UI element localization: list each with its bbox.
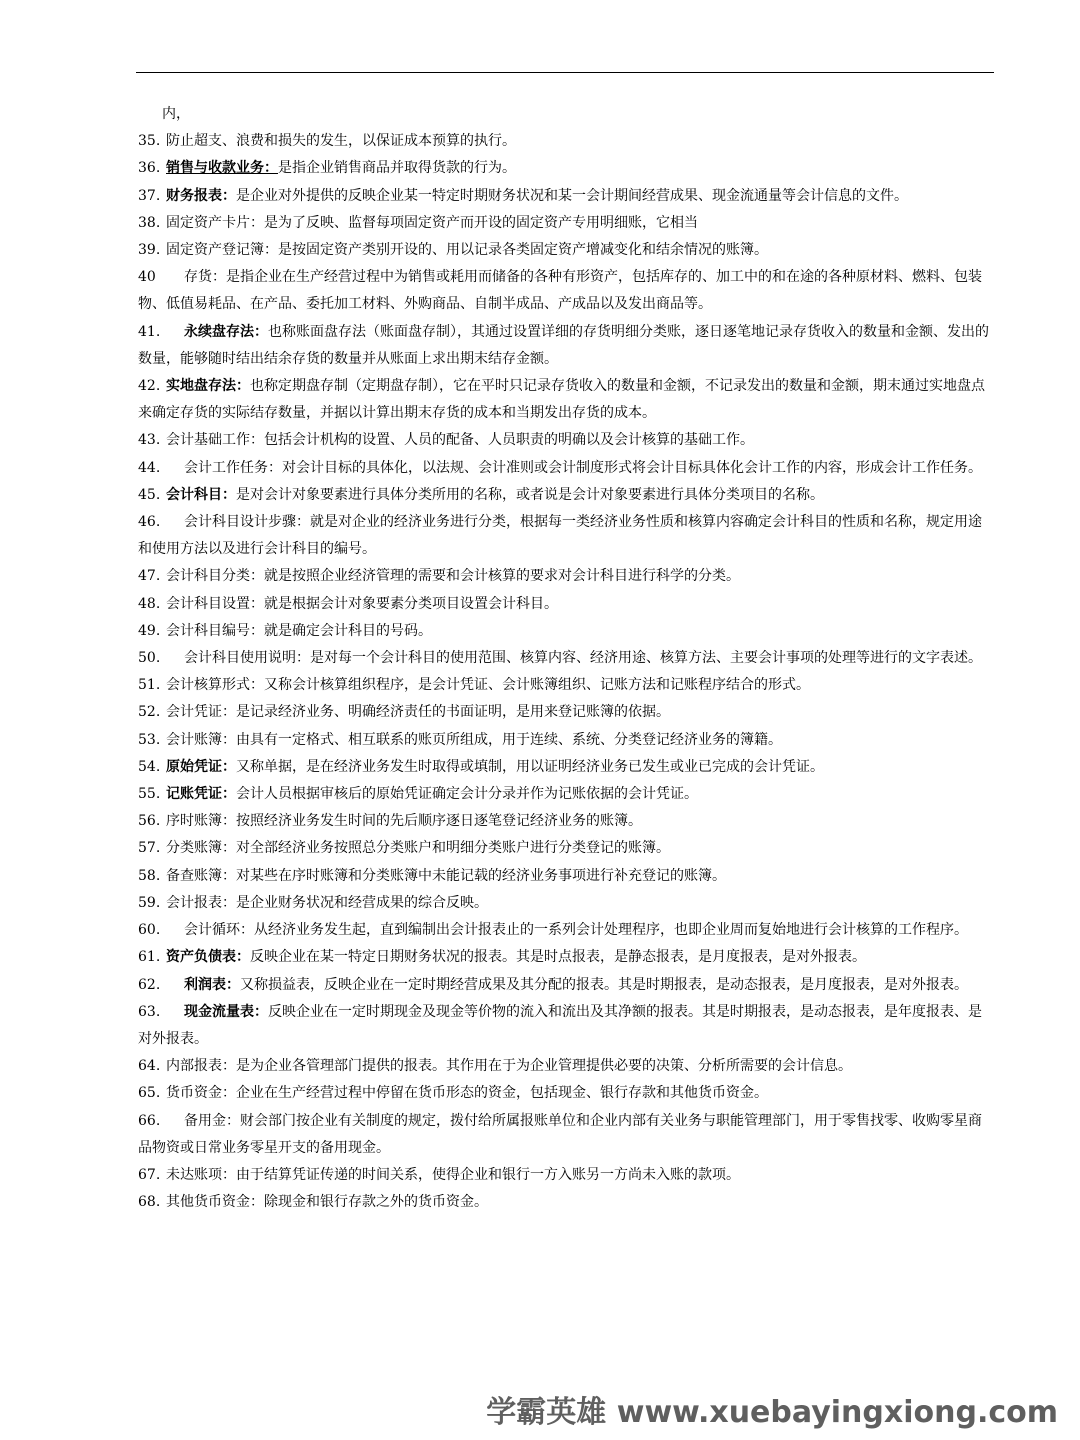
entry-36 <box>138 155 994 182</box>
entry-39 <box>138 237 994 264</box>
entry-66 <box>138 1108 994 1162</box>
entry-44 <box>138 455 994 482</box>
entry-text: 又称单据，是在经济业务发生时取得或填制，用以证明经济业务已发生或业已完成的会计凭证。 <box>236 758 824 775</box>
entry-text: 是对会计对象要素进行具体分类所用的名称，或者说是会计对象要素进行具体分类项目的名称。 <box>236 486 824 503</box>
entry-text: 内部报表：是为企业各管理部门提供的报表。其作用在于为企业管理提供必要的决策、分析所需要的会计信息。 <box>166 1058 852 1075</box>
entry-text: 分类账簿：对全部经济业务按照总分类账户和明细分类账户进行分类登记的账簿。 <box>166 840 670 857</box>
entry-number: 51. <box>138 677 161 694</box>
entry-term: 原始凭证： <box>166 758 236 775</box>
entry-number: 63. <box>138 1003 161 1020</box>
entry-term: 财务报表： <box>166 187 236 204</box>
entry-56 <box>138 808 994 835</box>
entry-number: 46. <box>138 514 161 531</box>
entry-61 <box>138 944 994 971</box>
entry-48 <box>138 591 994 618</box>
entry-41 <box>138 319 994 373</box>
entry-text: 备用金：财会部门按企业有关制度的规定，拨付给所属报账单位和企业内部有关业务与职能管理部门，用于零售找零、收购零星商品物资或日常业务零星开支的备用现金。 <box>138 1112 982 1156</box>
entry-text: 会计科目设置：就是根据会计对象要素分类项目设置会计科目。 <box>166 595 558 612</box>
entry-text: 会计工作任务：对会计目标的具体化，以法规、会计准则或会计制度形式将会计目标具体化会计工作的内容，形成会计工作任务。 <box>184 459 982 476</box>
entry-number: 59. <box>138 894 161 911</box>
entry-text: 货币资金：企业在生产经营过程中停留在货币形态的资金，包括现金、银行存款和其他货币资金。 <box>166 1085 768 1102</box>
entry-number: 65. <box>138 1085 161 1102</box>
entry-42 <box>138 373 994 427</box>
entry-37 <box>138 183 994 210</box>
entry-67 <box>138 1162 994 1189</box>
entry-46 <box>138 509 994 563</box>
entry-number: 64. <box>138 1058 161 1075</box>
entry-number: 56. <box>138 813 161 830</box>
header-rule <box>136 72 994 73</box>
entry-term: 销售与收款业务： <box>166 160 278 177</box>
entry-text: 会计科目设计步骤：就是对企业的经济业务进行分类，根据每一类经济业务性质和核算内容确定会计科目的性质和名称，规定用途和使用方法以及进行会计科目的编号。 <box>138 514 982 558</box>
entry-number: 57. <box>138 840 161 857</box>
entry-text: 会计人员根据审核后的原始凭证确定会计分录并作为记账依据的会计凭证。 <box>236 786 698 803</box>
entry-text: 会计账簿：由具有一定格式、相互联系的账页所组成，用于连续、系统、分类登记经济业务的簿籍。 <box>166 731 782 748</box>
entry-54 <box>138 754 994 781</box>
entry-term: 实地盘存法： <box>166 378 250 395</box>
entry-text: 固定资产卡片：是为了反映、监督每项固定资产而开设的固定资产专用明细账，它相当 <box>166 214 698 231</box>
entry-term: 现金流量表： <box>184 1003 268 1020</box>
entry-number: 38. <box>138 214 161 231</box>
entry-text: 会计科目使用说明：是对每一个会计科目的使用范围、核算内容、经济用途、核算方法、主要会计事项的处理等进行的文字表述。 <box>184 650 982 667</box>
entry-text: 存货：是指企业在生产经营过程中为销售或耗用而储备的各种有形资产，包括库存的、加工中的和在途的各种原材料、燃料、包装物、低值易耗品、在产品、委托加工材料、外购商品、自制半成品、产成品以及发出商品等。 <box>138 269 982 313</box>
entry-number: 53. <box>138 731 161 748</box>
entry-52 <box>138 699 994 726</box>
document-body <box>138 101 994 1216</box>
entry-term: 永续盘存法： <box>184 323 268 340</box>
entry-text: 固定资产登记簿：是按固定资产类别开设的、用以记录各类固定资产增减变化和结余情况的账簿。 <box>166 242 768 259</box>
entry-text: 反映企业在一定时期现金及现金等价物的流入和流出及其净额的报表。其是时期报表，是动态报表，是年度报表、是对外报表。 <box>138 1003 982 1047</box>
entry-57 <box>138 835 994 862</box>
entry-number: 49. <box>138 622 161 639</box>
entry-58 <box>138 863 994 890</box>
entry-term: 资产负债表： <box>166 949 250 966</box>
entry-43 <box>138 427 994 454</box>
entry-text: 反映企业在某一特定日期财务状况的报表。其是时点报表，是静态报表，是月度报表，是对外报表。 <box>250 949 866 966</box>
entry-number: 39. <box>138 242 161 259</box>
entry-text: 是指企业销售商品并取得货款的行为。 <box>278 160 516 177</box>
entry-number: 44. <box>138 459 161 476</box>
entry-number: 50. <box>138 650 161 667</box>
entry-text: 是企业对外提供的反映企业某一特定时期财务状况和某一会计期间经营成果、现金流通量等会计信息的文件。 <box>236 187 908 204</box>
entry-number: 35. <box>138 133 161 150</box>
entry-number: 36. <box>138 160 161 177</box>
entry-number: 58. <box>138 867 161 884</box>
entry-number: 45. <box>138 486 161 503</box>
entry-number: 60. <box>138 922 161 939</box>
entry-text: 会计基础工作：包括会计机构的设置、人员的配备、人员职责的明确以及会计核算的基础工作。 <box>166 432 754 449</box>
entry-50 <box>138 645 994 672</box>
entry-45 <box>138 482 994 509</box>
entry-text: 其他货币资金：除现金和银行存款之外的货币资金。 <box>166 1194 488 1211</box>
entry-number: 61. <box>138 949 161 966</box>
entry-number: 62. <box>138 976 161 993</box>
entry-text: 也称定期盘存制（定期盘存制），它在平时只记录存货收入的数量和金额，不记录发出的数量和金额，期末通过实地盘点来确定存货的实际结存数量，并据以计算出期末存货的成本和当期发出存货的成本。 <box>138 378 985 422</box>
entry-65 <box>138 1080 994 1107</box>
entry-text: 序时账簿：按照经济业务发生时间的先后顺序逐日逐笔登记经济业务的账簿。 <box>166 813 642 830</box>
entry-number: 42. <box>138 378 161 395</box>
entry-64 <box>138 1053 994 1080</box>
entry-51 <box>138 672 994 699</box>
entry-40 <box>138 264 994 318</box>
entry-text: 也称账面盘存法（账面盘存制），其通过设置详细的存货明细分类账，逐日逐笔地记录存货收入的数量和金额、发出的数量，能够随时结出结余存货的数量并从账面上求出期末结存金额。 <box>138 323 989 367</box>
entry-63 <box>138 999 994 1053</box>
entry-text: 会计科目编号：就是确定会计科目的号码。 <box>166 622 432 639</box>
entry-60 <box>138 917 994 944</box>
entry-number: 41. <box>138 323 161 340</box>
entry-text: 会计科目分类：就是按照企业经济管理的需要和会计核算的要求对会计科目进行科学的分类。 <box>166 568 740 585</box>
entry-55 <box>138 781 994 808</box>
entry-number: 66. <box>138 1112 161 1129</box>
entry-text: 会计凭证：是记录经济业务、明确经济责任的书面证明，是用来登记账簿的依据。 <box>166 704 670 721</box>
entry-text: 未达账项：由于结算凭证传递的时间关系，使得企业和银行一方入账另一方尚未入账的款项。 <box>166 1166 740 1183</box>
entry-text: 会计循环：从经济业务发生起，直到编制出会计报表止的一系列会计处理程序，也即企业周而复始地进行会计核算的工作程序。 <box>184 922 968 939</box>
entry-term: 利润表： <box>184 976 240 993</box>
entry-text: 备查账簿：对某些在序时账簿和分类账簿中未能记载的经济业务事项进行补充登记的账簿。 <box>166 867 726 884</box>
entry-text: 会计报表：是企业财务状况和经营成果的综合反映。 <box>166 894 488 911</box>
entry-number: 37. <box>138 187 161 204</box>
entry-number: 67. <box>138 1166 161 1183</box>
entry-53 <box>138 727 994 754</box>
entry-number: 40 <box>138 269 156 286</box>
entry-35 <box>138 128 994 155</box>
entry-47 <box>138 563 994 590</box>
site-watermark: 学霸英雄 www.xuebayingxiong.com <box>486 1395 1058 1430</box>
entry-term: 记账凭证： <box>166 786 236 803</box>
continuation-line: 内， <box>162 106 190 122</box>
entry-49 <box>138 618 994 645</box>
entry-number: 54. <box>138 758 161 775</box>
entry-number: 55. <box>138 786 161 803</box>
entry-number: 47. <box>138 568 161 585</box>
entry-number: 68. <box>138 1194 161 1211</box>
entry-number: 48. <box>138 595 161 612</box>
entry-62 <box>138 972 994 999</box>
entry-text: 防止超支、浪费和损失的发生，以保证成本预算的执行。 <box>166 133 516 150</box>
entry-38 <box>138 210 994 237</box>
entry-number: 43. <box>138 432 161 449</box>
entry-text: 会计核算形式：又称会计核算组织程序，是会计凭证、会计账簿组织、记账方法和记账程序结合的形式。 <box>166 677 810 694</box>
entry-term: 会计科目： <box>166 486 236 503</box>
entry-59 <box>138 890 994 917</box>
entry-text: 又称损益表，反映企业在一定时期经营成果及其分配的报表。其是时期报表，是动态报表，是月度报表，是对外报表。 <box>240 976 968 993</box>
entry-68 <box>138 1189 994 1216</box>
entry-number: 52. <box>138 704 161 721</box>
